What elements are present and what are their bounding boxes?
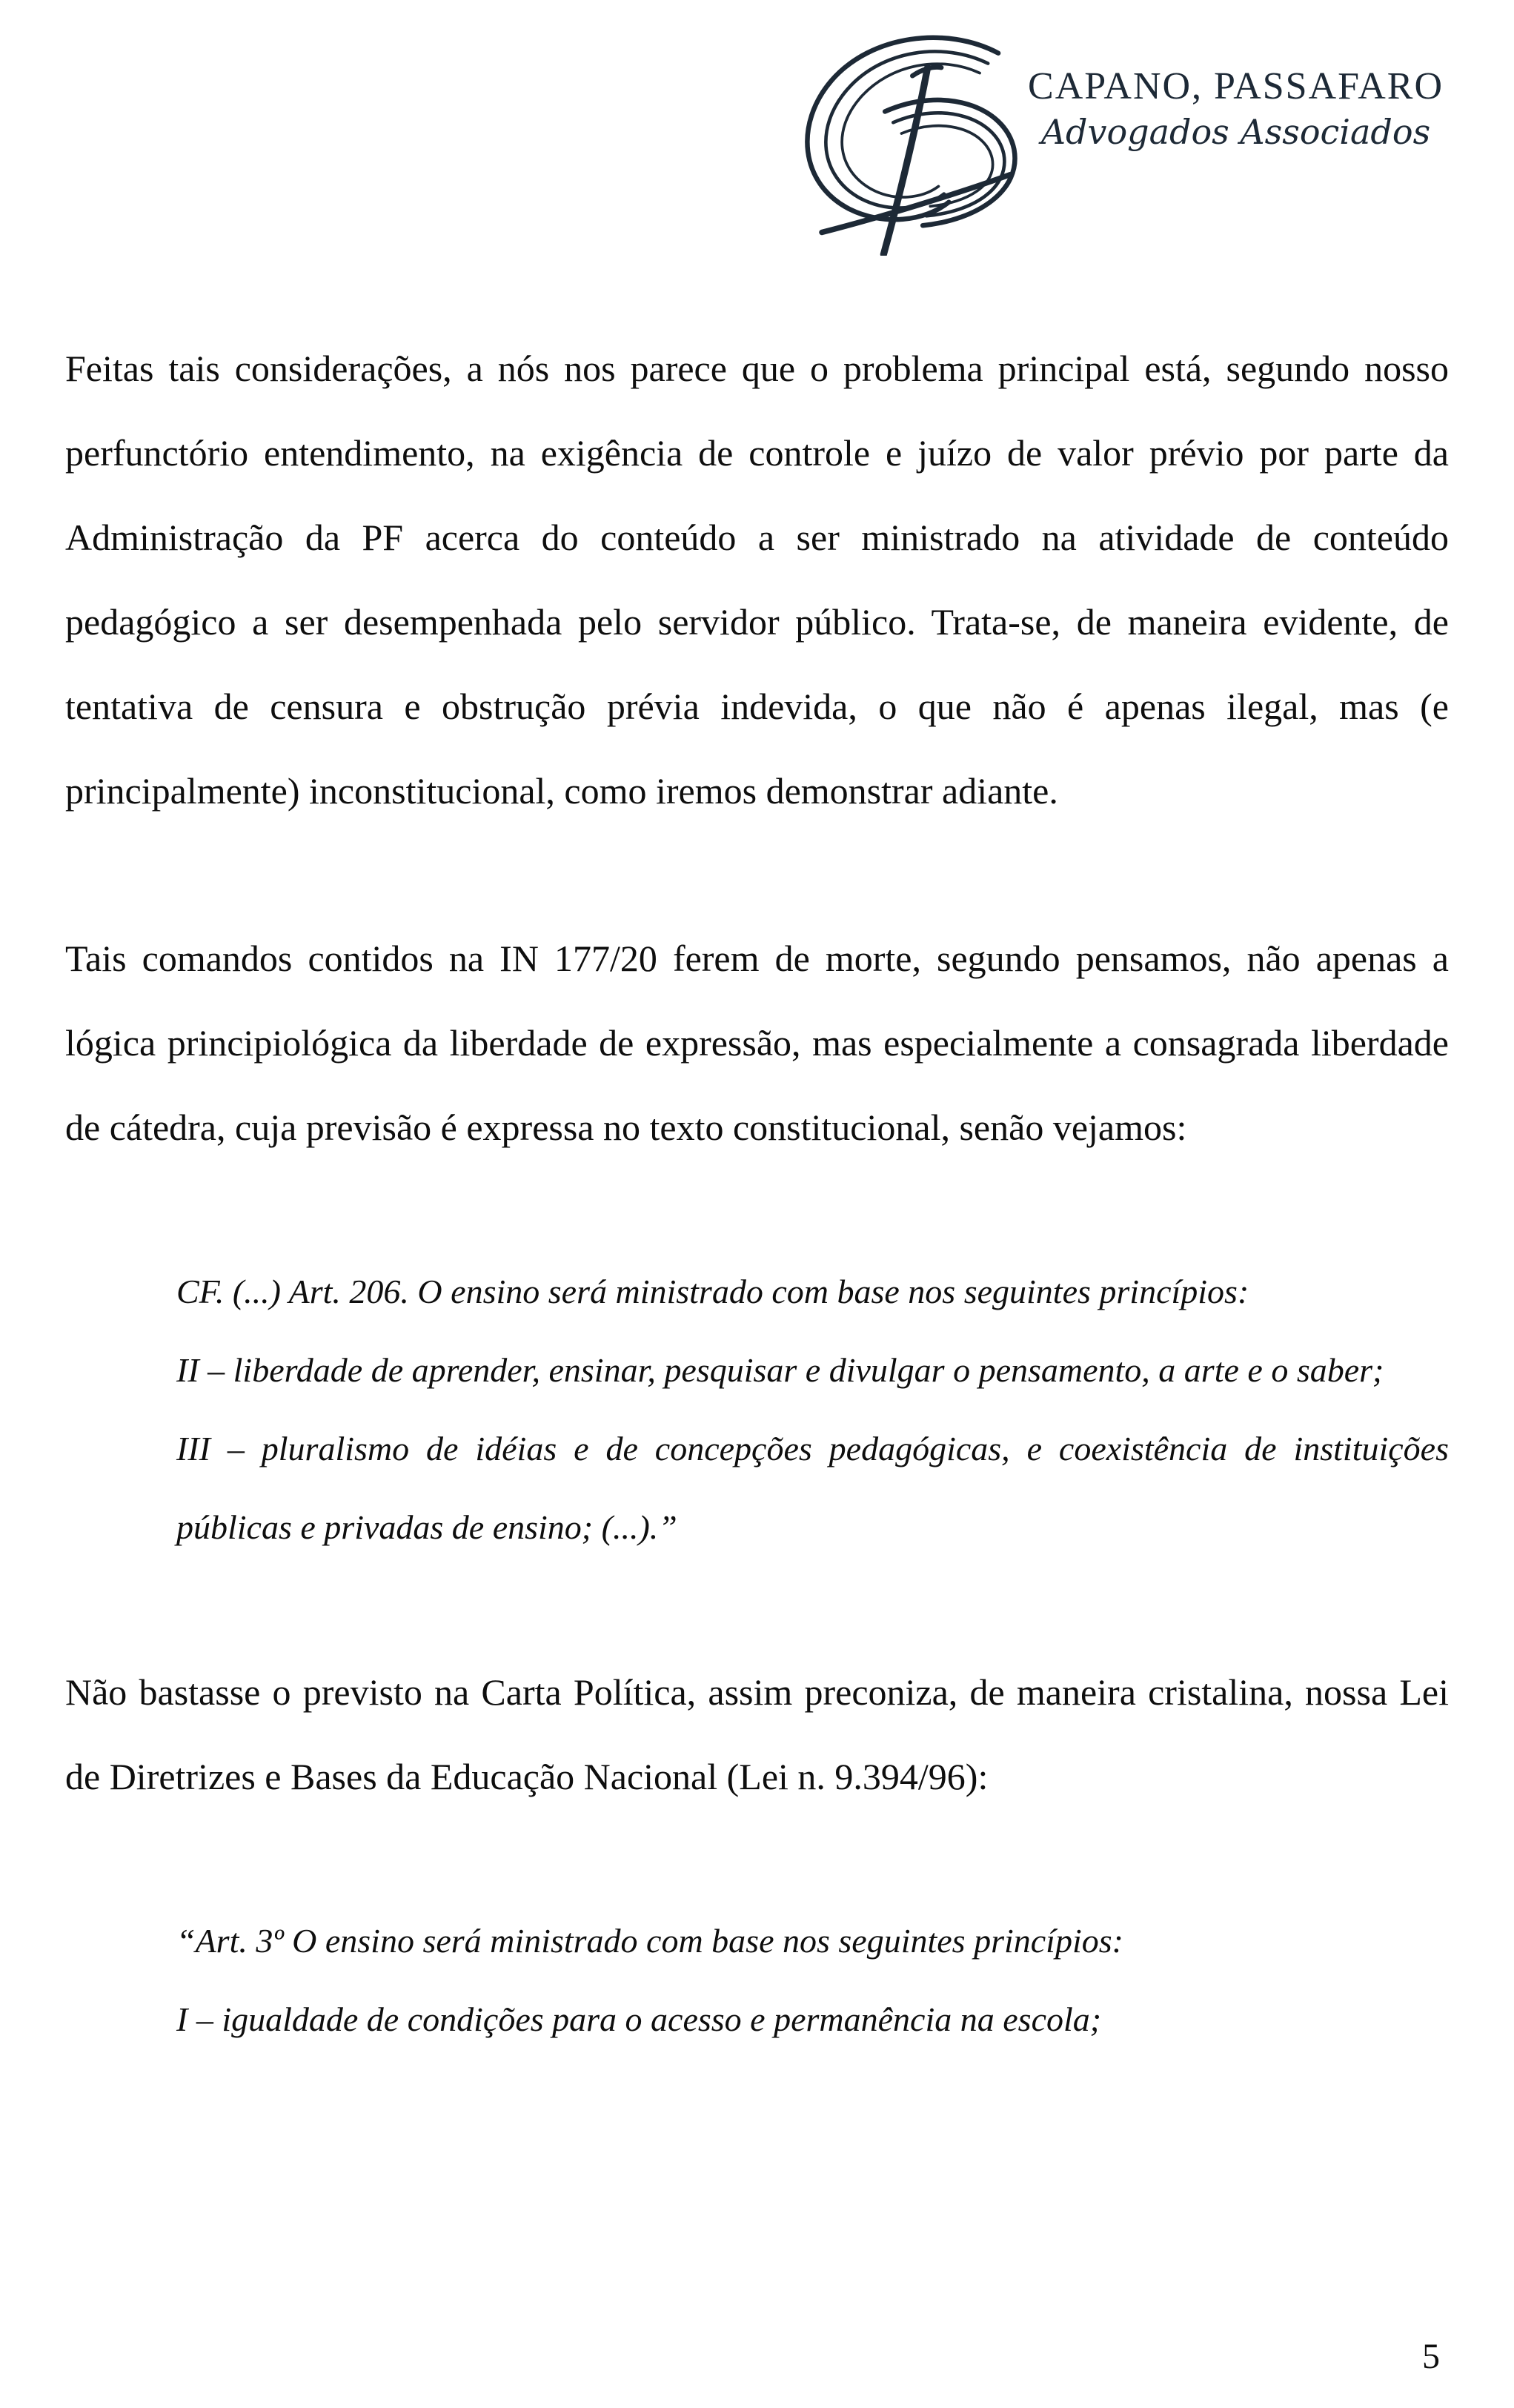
paragraph-ldb-intro: Não bastasse o previsto na Carta Política, assim preconiza, de maneira cristalina, nossa Lei de Diretrizes e Bases da Educação Nacional (Lei n. 9.394/96): bbox=[65, 1671, 1449, 1797]
quote-line-cf-art-206: CF. (...) Art. 206. O ensino será ministrado com base nos seguintes princípios: bbox=[176, 1273, 1249, 1310]
constitution-quote-block bbox=[176, 1253, 1449, 1567]
ldb-quote-block bbox=[176, 1902, 1449, 2059]
quote-line-art-3: “Art. 3º O ensino será ministrado com base nos seguintes princípios: bbox=[176, 1922, 1123, 1960]
document-body bbox=[65, 326, 1449, 2142]
firm-subtitle: Advogados Associados bbox=[1040, 111, 1431, 152]
paragraph-in-177-20: Tais comandos contidos na IN 177/20 ferem de morte, segundo pensamos, não apenas a lógica principiológica da liberdade de expressão, mas especialmente a consagrada liberdade de cátedra, cuja previsão é expressa no texto constitucional, senão vejamos: bbox=[65, 938, 1449, 1148]
quote-line-item-iii: III – pluralismo de idéias e de concepções pedagógicas, e coexistência de instituições públicas e privadas de ensino; (...).” bbox=[176, 1430, 1449, 1546]
quote-line-item-i: I – igualdade de condições para o acesso e permanência na escola; bbox=[176, 2000, 1102, 2038]
firm-name: CAPANO, PASSAFARO bbox=[1028, 65, 1444, 107]
page-number: 5 bbox=[1422, 2337, 1440, 2376]
quote-line-item-ii: II – liberdade de aprender, ensinar, pesquisar e divulgar o pensamento, a arte e o saber; bbox=[176, 1351, 1384, 1389]
firm-text-block bbox=[1028, 22, 1444, 150]
firm-logo-monogram-icon bbox=[776, 22, 1035, 256]
paragraph-considerations: Feitas tais considerações, a nós nos parece que o problema principal está, segundo nosso perfunctório entendimento, na exigência de controle e juízo de valor prévio por parte da Administração da PF acerca do conteúdo a ser ministrado na atividade de conteúdo pedagógico a ser desempenhada pelo servidor público. Trata-se, de maneira evidente, de tentativa de censura e obstrução prévia indevida, o que não é apenas ilegal, mas (e principalmente) inconstitucional, como iremos demonstrar adiante. bbox=[65, 348, 1449, 812]
letterhead bbox=[776, 22, 1444, 256]
